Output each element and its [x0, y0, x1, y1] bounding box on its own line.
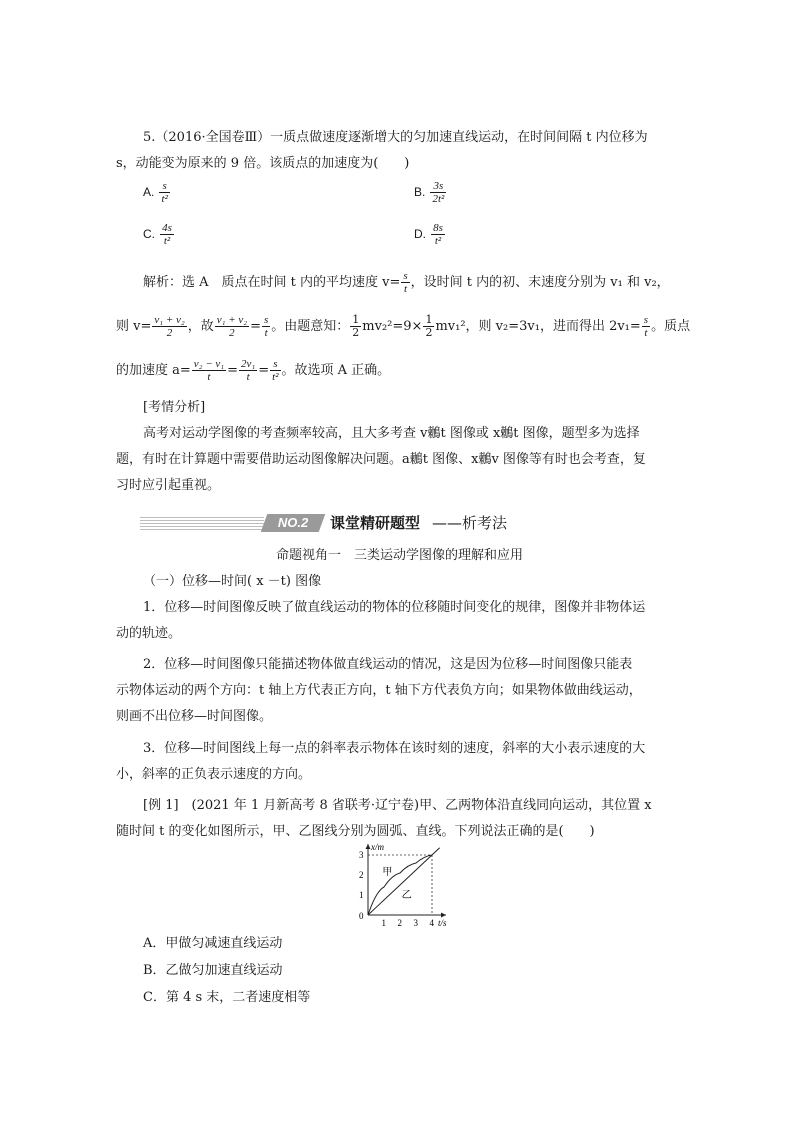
- option-fraction: $\frac{8s}{\text{t²}}$: [433, 222, 443, 247]
- analysis-p1: 高考对运动学图像的考查频率较高，且大多考查 v鶒t 图像或 x鶒t 图像，题型多为选择: [143, 426, 640, 441]
- q5-option-c[interactable]: [143, 222, 175, 247]
- series-label-jia: 甲: [382, 867, 393, 878]
- option-fraction: $\frac{4s}{\text{t²}}$: [162, 222, 172, 247]
- solution-line3: 的加速度 a= $\frac{\text{v₂ − v₁}}{t}$ = $\frac{\text{2v₁}}{t}$ = $\frac{s}{\text{t²}}$ 。故选项 A 正确。: [116, 358, 391, 383]
- example-option-a[interactable]: A．甲做匀减速直线运动: [143, 936, 283, 951]
- x-axis-arrow: [441, 913, 446, 918]
- x-tick-label: 3: [413, 918, 418, 928]
- section-p3a: 3．位移—时间图线上每一点的斜率表示物体在该时刻的速度，斜率的大小表示速度的大: [143, 741, 646, 756]
- analysis-p2: 题，有时在计算题中需要借助运动图像解决问题。a鶒t 图像、x鶒v 图像等有时也会考查，复: [116, 452, 646, 467]
- banner-title: 课堂精研题型: [330, 514, 421, 532]
- q5-line2: s，动能变为原来的 9 倍。该质点的加速度为( ): [116, 156, 410, 171]
- y-tick-label: 1: [359, 890, 364, 900]
- series-label-yi: 乙: [401, 890, 412, 901]
- y-axis-label: x/m: [371, 842, 384, 852]
- q5-option-d[interactable]: [414, 222, 446, 247]
- section-p2c: 则画不出位移—时间图像。: [116, 709, 273, 724]
- banner-tag: NO.2: [261, 514, 326, 532]
- x-tick-label: 4: [429, 918, 434, 928]
- section-subheading: （一）位移—时间( x －t) 图像: [143, 574, 322, 589]
- example-line2: 随时间 t 的变化如图所示，甲、乙图线分别为圆弧、直线。下列说法正确的是( ): [116, 824, 595, 839]
- option-fraction: $\frac{3s}{\text{2t²}}$: [432, 180, 445, 205]
- x-tick-label: 1: [381, 918, 386, 928]
- section-p2b: 示物体运动的两个方向：t 轴上方代表正方向，t 轴下方代表负方向；如果物体做曲线运动，: [116, 683, 642, 698]
- xt-graph: [348, 840, 468, 928]
- y-axis-arrow: [366, 844, 371, 849]
- section-banner: [140, 512, 660, 534]
- option-label: C.: [143, 227, 155, 241]
- x-tick-label: 2: [397, 918, 402, 928]
- q5-line1: 5.（2016·全国卷Ⅲ）一质点做速度逐渐增大的匀加速直线运动，在时间间隔 t 内位移为: [143, 130, 648, 145]
- banner-subtitle: ——析考法: [432, 514, 508, 532]
- option-label: A.: [143, 185, 155, 199]
- section-p1a: 1．位移—时间图像反映了做直线运动的物体的位移随时间变化的规律，图像并非物体运: [143, 600, 646, 615]
- banner-stripes: [140, 516, 264, 530]
- analysis-heading: [考情分析]: [143, 400, 206, 415]
- analysis-p3: 习时应引起重视。: [116, 478, 221, 493]
- section-p1b: 动的轨迹。: [116, 626, 182, 641]
- section-p2a: 2．位移—时间图像只能描述物体做直线运动的情况，这是因为位移—时间图像只能表: [143, 657, 633, 672]
- option-label: D.: [414, 227, 426, 241]
- q5-option-b[interactable]: [414, 180, 447, 205]
- y-tick-label: 3: [359, 850, 364, 860]
- series-line-yi: [368, 848, 440, 915]
- example-option-c[interactable]: C．第 4 s 末，二者速度相等: [143, 990, 311, 1005]
- option-label: B.: [414, 185, 426, 199]
- y-tick-label: 2: [359, 870, 364, 880]
- x-axis-label: t/s: [438, 918, 447, 928]
- solution-line2: 则 v= $\frac{\text{v₁ + v₂}}{2}$ ，故 $\frac{\text{v₁ + v₂}}{2}$ = $\frac{s}{t}$ 。由题意知： $\frac{1}{2}$ mv₂²=9× $\frac{1}{2}$ mv₁²，则 v₂=3v₁，进而得出 2v₁= $\frac{s}{t}$ 。质点: [116, 313, 691, 339]
- q5-option-a[interactable]: [143, 180, 171, 205]
- section-p3b: 小，斜率的正负表示速度的方向。: [116, 767, 312, 782]
- origin-label: 0: [359, 911, 364, 921]
- option-fraction: $\frac{s}{\text{t²}}$: [161, 180, 168, 205]
- section-title: 命题视角一 三类运动学图像的理解和应用: [276, 548, 524, 563]
- example-line1: [例 1] (2021 年 1 月新高考 8 省联考·辽宁卷)甲、乙两物体沿直线同向运动，其位置 x: [143, 798, 652, 813]
- example-option-b[interactable]: B．乙做匀加速直线运动: [143, 963, 283, 978]
- solution-line1: 解析：选 A 质点在时间 t 内的平均速度 v= $\frac{s}{t}$ ，设时间 t 内的初、末速度分别为 v₁ 和 v₂，: [143, 270, 670, 295]
